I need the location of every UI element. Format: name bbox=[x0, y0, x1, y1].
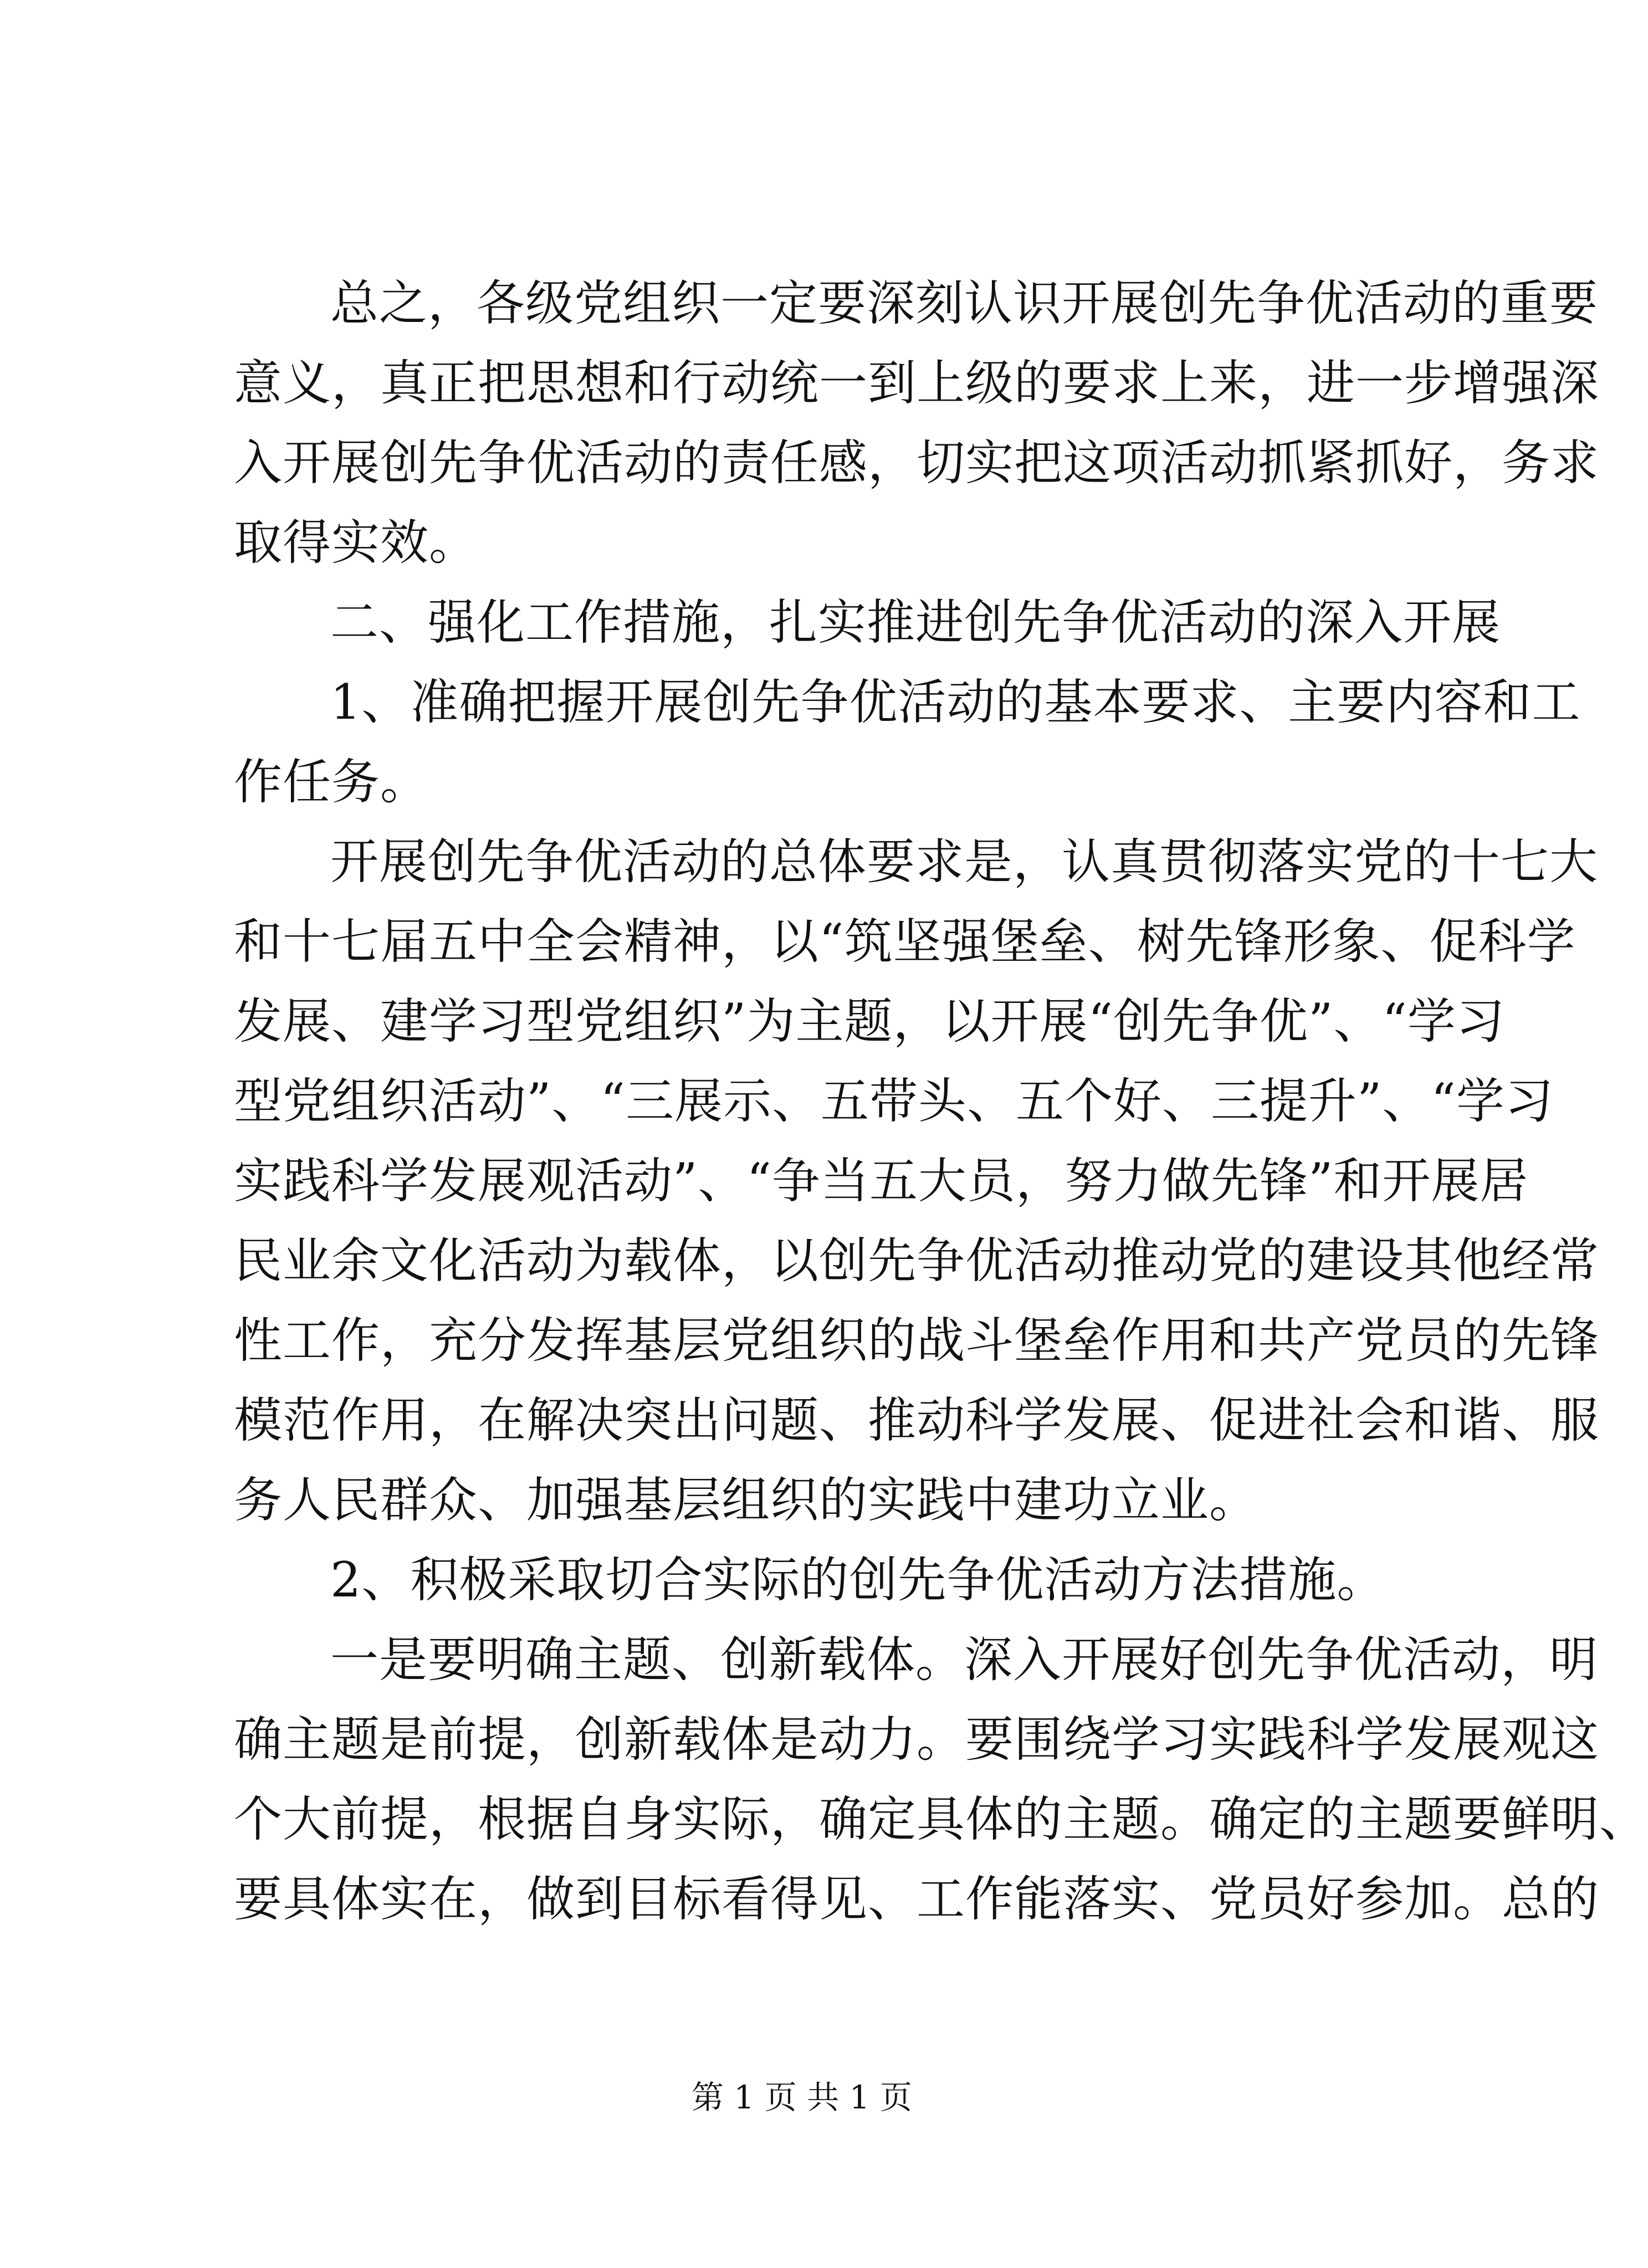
text-line: 一是要明确主题、创新载体。深入开展好创先争优活动，明 bbox=[330, 1631, 1598, 1688]
paragraph-overall-requirements bbox=[234, 822, 1599, 1540]
text-line: 意义，真正把思想和行动统一到上级的要求上来，进一步增强深 bbox=[234, 355, 1599, 411]
page-footer: 第 1 页 共 1 页 bbox=[692, 2078, 912, 2116]
subsection-heading-1 bbox=[234, 662, 1581, 822]
text-line: 要具体实在，做到目标看得见、工作能落实、党员好参加。总的 bbox=[234, 1871, 1599, 1927]
text-line: 型党组织活动”、“三展示、五带头、五个好、三提升”、“学习 bbox=[234, 1073, 1554, 1129]
text-line: 模范作用，在解决突出问题、推动科学发展、促进社会和谐、服 bbox=[234, 1392, 1599, 1448]
text-line: 取得实效。 bbox=[234, 514, 478, 571]
text-line: 个大前提，根据自身实际，确定具体的主题。确定的主题要鲜明、 bbox=[234, 1791, 1648, 1847]
section-heading bbox=[234, 582, 1501, 662]
text-line: 开展创先争优活动的总体要求是，认真贯彻落实党的十七大 bbox=[330, 833, 1598, 890]
text-line: 发展、建学习型党组织”为主题，以开展“创先争优”、“学习 bbox=[234, 993, 1505, 1049]
text-line: 入开展创先争优活动的责任感，切实把这项活动抓紧抓好，务求 bbox=[234, 434, 1599, 491]
text-line: 和十七届五中全会精神，以“筑坚强堡垒、树先锋形象、促科学 bbox=[234, 913, 1576, 970]
text-line: 性工作，充分发挥基层党组织的战斗堡垒作用和共产党员的先锋 bbox=[234, 1312, 1599, 1369]
text-line: 作任务。 bbox=[234, 754, 429, 810]
text-line: 民业余文化活动为载体，以创先争优活动推动党的建设其他经常 bbox=[234, 1232, 1599, 1289]
text-line: 实践科学发展观活动”、“争当五大员，努力做先锋”和开展居 bbox=[234, 1153, 1529, 1209]
text-line: 二、强化工作措施，扎实推进创先争优活动的深入开展 bbox=[330, 594, 1501, 651]
paragraph-summary bbox=[234, 263, 1599, 582]
paragraph-theme-carrier bbox=[234, 1620, 1648, 1939]
subsection-heading-2 bbox=[234, 1540, 1386, 1620]
text-line: 2、积极采取切合实际的创先争优活动方法措施。 bbox=[330, 1552, 1386, 1608]
text-line: 确主题是前提，创新载体是动力。要围绕学习实践科学发展观这 bbox=[234, 1711, 1599, 1768]
document-body bbox=[234, 263, 1648, 1939]
text-line: 1、准确把握开展创先争优活动的基本要求、主要内容和工 bbox=[330, 674, 1581, 730]
text-line: 务人民群众、加强基层组织的实践中建功立业。 bbox=[234, 1472, 1258, 1528]
text-line: 总之，各级党组织一定要深刻认识开展创先争优活动的重要 bbox=[330, 275, 1598, 331]
